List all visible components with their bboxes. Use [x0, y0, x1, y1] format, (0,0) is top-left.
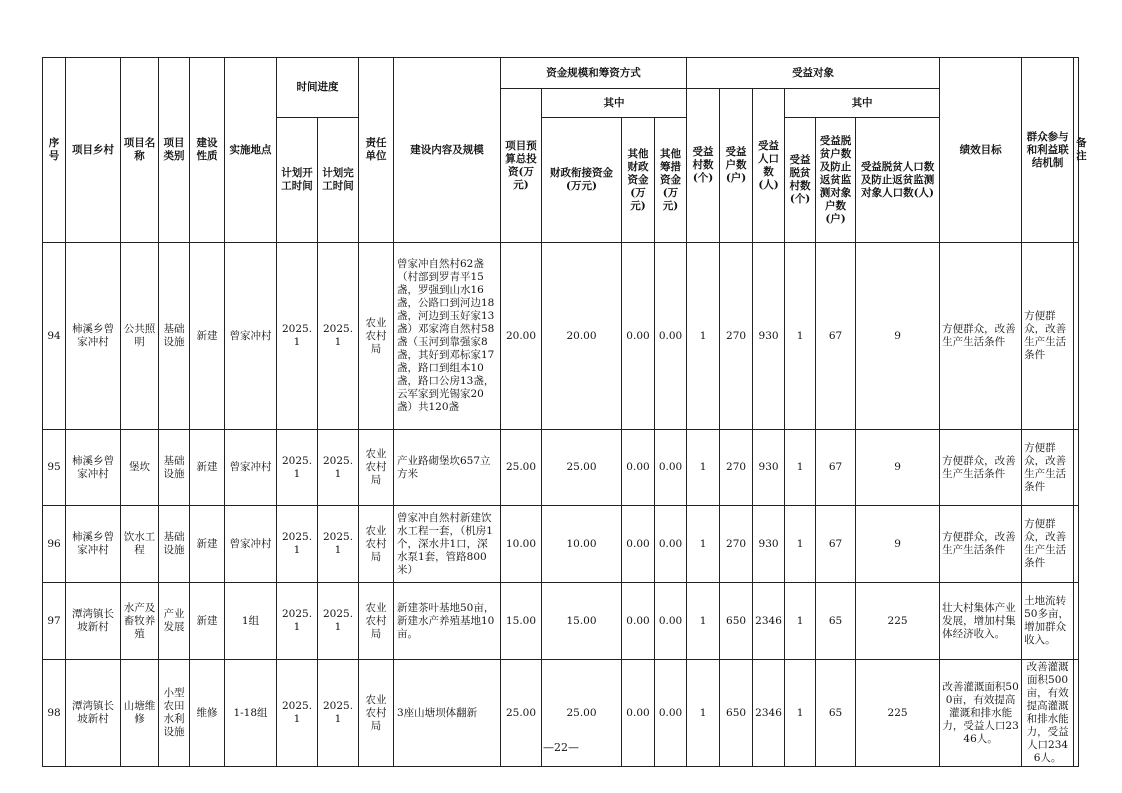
- header-ben-population: 受益人口数(人): [753, 89, 785, 243]
- cell-poor-households: 67: [816, 430, 856, 506]
- cell-content: 3座山塘坝体翻新: [394, 660, 501, 767]
- cell-responsible: 农业农村局: [359, 583, 394, 660]
- cell-other-raised: 0.00: [655, 243, 687, 430]
- cell-responsible: 农业农村局: [359, 430, 394, 506]
- cell-poor-population: 9: [856, 243, 940, 430]
- cell-ben-population: 2346: [753, 583, 785, 660]
- cell-total: 25.00: [501, 660, 542, 767]
- cell-fiscal: 25.00: [542, 660, 622, 767]
- page-number: —22—: [543, 741, 579, 754]
- cell-ben-population: 930: [753, 430, 785, 506]
- cell-poor-villages: 1: [785, 660, 816, 767]
- cell-fiscal: 10.00: [542, 506, 622, 583]
- table-body: [43, 243, 1079, 767]
- cell-start: 2025.1: [277, 506, 318, 583]
- header-beneficiary-group: 受益对象: [687, 58, 940, 89]
- header-total: 项目预算总投资(万元): [501, 89, 542, 243]
- cell-fiscal: 25.00: [542, 430, 622, 506]
- cell-category: 基础设施: [159, 430, 190, 506]
- table-row: [43, 583, 1079, 660]
- cell-start: 2025.1: [277, 243, 318, 430]
- cell-village: 柿溪乡曾家冲村: [66, 506, 121, 583]
- cell-location: 1组: [225, 583, 277, 660]
- cell-poor-households: 65: [816, 583, 856, 660]
- cell-end: 2025.1: [318, 660, 359, 767]
- cell-poor-population: 225: [856, 583, 940, 660]
- header-seq: 序号: [43, 58, 66, 243]
- header-village: 项目乡村: [66, 58, 121, 243]
- cell-name: 饮水工程: [121, 506, 159, 583]
- cell-name: 堡坎: [121, 430, 159, 506]
- cell-nature: 新建: [190, 243, 225, 430]
- cell-other-fiscal: 0.00: [622, 430, 655, 506]
- cell-nature: 新建: [190, 506, 225, 583]
- table-row: [43, 506, 1079, 583]
- cell-nature: 新建: [190, 430, 225, 506]
- cell-ben-villages: 1: [687, 430, 720, 506]
- cell-seq: 94: [43, 243, 66, 430]
- cell-poor-villages: 1: [785, 506, 816, 583]
- cell-nature: 新建: [190, 583, 225, 660]
- cell-poor-population: 9: [856, 506, 940, 583]
- cell-other-raised: 0.00: [655, 583, 687, 660]
- cell-category: 基础设施: [159, 506, 190, 583]
- cell-name: 山塘维修: [121, 660, 159, 767]
- cell-nature: 维修: [190, 660, 225, 767]
- cell-ben-households: 270: [720, 243, 753, 430]
- cell-other-fiscal: 0.00: [622, 506, 655, 583]
- cell-fiscal: 20.00: [542, 243, 622, 430]
- header-responsible: 责任单位: [359, 58, 394, 243]
- cell-other-fiscal: 0.00: [622, 243, 655, 430]
- cell-ben-households: 270: [720, 506, 753, 583]
- cell-poor-households: 67: [816, 506, 856, 583]
- cell-ben-households: 650: [720, 583, 753, 660]
- cell-mechanism: 方便群众，改善生产生活条件: [1022, 243, 1074, 430]
- cell-end: 2025.1: [318, 506, 359, 583]
- cell-total: 10.00: [501, 506, 542, 583]
- cell-ben-population: 930: [753, 243, 785, 430]
- cell-total: 15.00: [501, 583, 542, 660]
- cell-village: 柿溪乡曾家冲村: [66, 430, 121, 506]
- cell-location: 1-18组: [225, 660, 277, 767]
- cell-poor-villages: 1: [785, 243, 816, 430]
- cell-target: 改善灌溉面积500亩，有效提高灌溉和排水能力，受益人口2346人。: [940, 660, 1022, 767]
- header-ben-households: 受益户数(户): [720, 89, 753, 243]
- cell-poor-villages: 1: [785, 430, 816, 506]
- header-schedule: 时间进度: [277, 58, 359, 118]
- header-ben-villages: 受益村数(个): [687, 89, 720, 243]
- cell-end: 2025.1: [318, 583, 359, 660]
- cell-poor-population: 9: [856, 430, 940, 506]
- cell-mechanism: 方便群众，改善生产生活条件: [1022, 506, 1074, 583]
- header-mechanism: 群众参与和利益联结机制: [1022, 58, 1074, 243]
- cell-ben-population: 2346: [753, 660, 785, 767]
- cell-seq: 97: [43, 583, 66, 660]
- header-fiscal: 财政衔接资金(万元): [542, 118, 622, 243]
- header-poor-population: 受益脱贫人口数及防止返贫监测对象人口数(人): [856, 118, 940, 243]
- table-row: [43, 430, 1079, 506]
- cell-ben-villages: 1: [687, 583, 720, 660]
- cell-other-raised: 0.00: [655, 430, 687, 506]
- cell-village: 柿溪乡曾家冲村: [66, 243, 121, 430]
- cell-start: 2025.1: [277, 660, 318, 767]
- cell-village: 潭湾镇长坡新村: [66, 583, 121, 660]
- cell-village: 潭湾镇长坡新村: [66, 660, 121, 767]
- cell-ben-villages: 1: [687, 660, 720, 767]
- project-table: [42, 57, 1087, 767]
- cell-target: 壮大村集体产业发展，增加村集体经济收入。: [940, 583, 1022, 660]
- cell-target: 方便群众，改善生产生活条件: [940, 506, 1022, 583]
- header-nature: 建设性质: [190, 58, 225, 243]
- cell-responsible: 农业农村局: [359, 243, 394, 430]
- cell-mechanism: 方便群众，改善生产生活条件: [1022, 430, 1074, 506]
- header-name: 项目名称: [121, 58, 159, 243]
- cell-ben-households: 650: [720, 660, 753, 767]
- cell-remark: [1074, 430, 1079, 506]
- cell-total: 20.00: [501, 243, 542, 430]
- header-other-raised: 其他筹措资金(万元): [655, 118, 687, 243]
- cell-responsible: 农业农村局: [359, 506, 394, 583]
- header-other-fiscal: 其他财政资金(万元): [622, 118, 655, 243]
- cell-ben-households: 270: [720, 430, 753, 506]
- cell-poor-population: 225: [856, 660, 940, 767]
- cell-other-fiscal: 0.00: [622, 583, 655, 660]
- cell-remark: [1074, 583, 1079, 660]
- header-poor-villages: 受益脱贫村数(个): [785, 118, 816, 243]
- cell-ben-population: 930: [753, 506, 785, 583]
- cell-content: 新建茶叶基地50亩，新建水产养殖基地10亩。: [394, 583, 501, 660]
- cell-other-fiscal: 0.00: [622, 660, 655, 767]
- header-content: 建设内容及规模: [394, 58, 501, 243]
- cell-mechanism: 土地流转50多亩，增加群众收入。: [1022, 583, 1074, 660]
- header-of-which-2: 其中: [785, 89, 940, 118]
- cell-category: 产业发展: [159, 583, 190, 660]
- cell-ben-villages: 1: [687, 506, 720, 583]
- header-remark: 备注: [1074, 58, 1079, 243]
- cell-start: 2025.1: [277, 583, 318, 660]
- cell-content: 曾家冲自然村新建饮水工程一套，（机房1个，深水井1口，深水泵1套，管路800米）: [394, 506, 501, 583]
- cell-location: 曾家冲村: [225, 430, 277, 506]
- cell-name: 水产及畜牧养殖: [121, 583, 159, 660]
- header-category: 项目类别: [159, 58, 190, 243]
- header-end: 计划完工时间: [318, 118, 359, 243]
- cell-poor-villages: 1: [785, 583, 816, 660]
- header-poor-households: 受益脱贫户数及防止返贫监测对象户数(户): [816, 118, 856, 243]
- cell-other-raised: 0.00: [655, 660, 687, 767]
- cell-location: 曾家冲村: [225, 243, 277, 430]
- cell-target: 方便群众，改善生产生活条件: [940, 243, 1022, 430]
- cell-end: 2025.1: [318, 430, 359, 506]
- cell-total: 25.00: [501, 430, 542, 506]
- table-row: [43, 243, 1079, 430]
- cell-ben-villages: 1: [687, 243, 720, 430]
- cell-seq: 96: [43, 506, 66, 583]
- cell-content: 曾家冲自然村62盏（村部到罗青平15盏，罗强到山水16盏，公路口到河边18盏，河边到玉好家13盏）邓家湾自然村58盏（玉河到靠强家8盏，其好到邓标家17盏，路口到组本10盏，路口公房13盏，云军家到光锡家20盏）共120盏: [394, 243, 501, 430]
- cell-mechanism: 改善灌溉面积500亩，有效提高灌溉和排水能力，受益人口2346人。: [1022, 660, 1074, 767]
- header-start: 计划开工时间: [277, 118, 318, 243]
- cell-content: 产业路砌堡坎657立方米: [394, 430, 501, 506]
- header-location: 实施地点: [225, 58, 277, 243]
- cell-start: 2025.1: [277, 430, 318, 506]
- cell-seq: 98: [43, 660, 66, 767]
- cell-seq: 95: [43, 430, 66, 506]
- cell-remark: [1074, 506, 1079, 583]
- header-target: 绩效目标: [940, 58, 1022, 243]
- cell-other-raised: 0.00: [655, 506, 687, 583]
- cell-poor-households: 67: [816, 243, 856, 430]
- header-fund-group: 资金规模和筹资方式: [501, 58, 687, 89]
- table-header: [43, 58, 1087, 243]
- cell-location: 曾家冲村: [225, 506, 277, 583]
- cell-category: 基础设施: [159, 243, 190, 430]
- cell-fiscal: 15.00: [542, 583, 622, 660]
- cell-poor-households: 65: [816, 660, 856, 767]
- cell-remark: [1074, 243, 1079, 430]
- cell-target: 方便群众，改善生产生活条件: [940, 430, 1022, 506]
- header-of-which: 其中: [542, 89, 687, 118]
- cell-end: 2025.1: [318, 243, 359, 430]
- cell-category: 小型农田水利设施: [159, 660, 190, 767]
- cell-responsible: 农业农村局: [359, 660, 394, 767]
- cell-name: 公共照明: [121, 243, 159, 430]
